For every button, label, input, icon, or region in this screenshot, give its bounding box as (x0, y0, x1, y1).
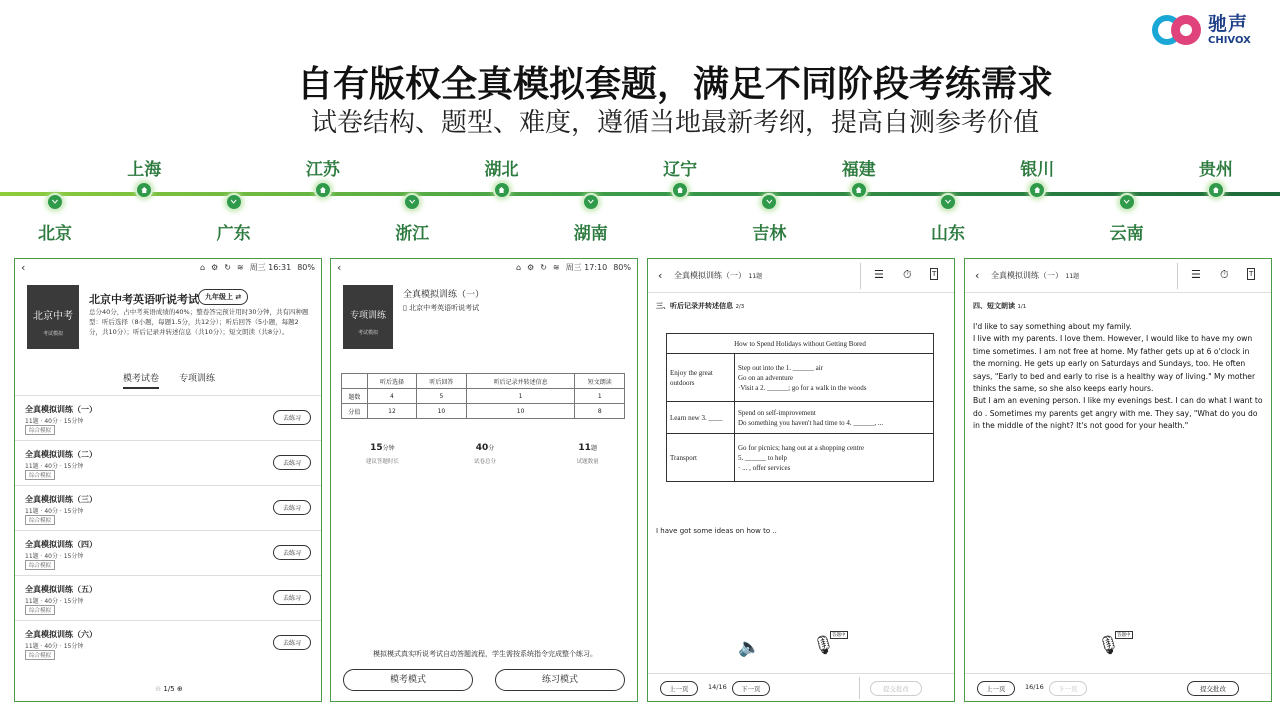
tab-mock-exam[interactable]: 模考试卷 (123, 371, 159, 389)
province-label: 浙江 (395, 224, 430, 244)
exam-stats (331, 443, 638, 465)
settings-icon[interactable]: ⚙ (527, 262, 535, 272)
answer-prompt: I have got some ideas on how to .. (656, 527, 777, 535)
table-row (342, 404, 625, 419)
brand-logo (1152, 14, 1251, 46)
back-icon[interactable]: ‹ (337, 260, 342, 274)
table-cell: 5 (417, 389, 466, 404)
item-tag: 综合模拟 (25, 605, 55, 615)
chevron-down-icon (46, 193, 64, 211)
table-cell: 题数 (342, 389, 368, 404)
brand-en: CHIVOX (1208, 34, 1251, 46)
stat-value: 40 (475, 443, 489, 453)
grade-switch-button[interactable]: 九年级上 ⇄ (198, 289, 248, 305)
practice-button[interactable]: 去练习 (273, 410, 311, 425)
province-label: 上海 (127, 160, 162, 180)
back-icon[interactable]: ‹ (21, 260, 26, 274)
practice-button[interactable]: 去练习 (273, 635, 311, 650)
header-title: 全真模拟训练（一） (674, 271, 746, 280)
stat-unit: 分 (488, 445, 495, 452)
status-time: 周三 17:10 (565, 262, 608, 272)
home-icon (671, 181, 689, 199)
structure-table (341, 373, 625, 419)
cover-title: 专项训练 (349, 311, 386, 321)
logo-icon (1152, 14, 1204, 46)
exam-cover (27, 285, 79, 349)
row-value (735, 402, 934, 434)
exam-cover (343, 285, 393, 349)
font-size-icon[interactable]: T (1249, 270, 1254, 278)
header-title: 全真模拟训练（一） (991, 271, 1063, 280)
item-name: 全真模拟训练（五） (25, 585, 97, 594)
exam-source (403, 303, 479, 313)
table-cell: 12 (367, 404, 416, 419)
home-icon (850, 181, 868, 199)
section-name: 三、听后记录并转述信息 (656, 302, 733, 310)
province-label: 吉林 (752, 224, 787, 244)
chevron-down-icon (939, 193, 957, 211)
page-subtitle: 试卷结构、题型、难度，遵循当地最新考纲，提高自测参考价值 (310, 108, 1039, 138)
microphone-icon[interactable]: 🎙 答题中 (1097, 633, 1131, 656)
passage-paragraph: I live with my parents. I love them. However, I would like to have my own time sometimes. I am not free at home. My father gets up at 6 o'clock in the morning. He gets up early on Saturdays and Sundays, too. He often says, "Early to bed and early to rise is a healthy way of living." My mother thinks the same, so she also keeps early hours. (973, 334, 1256, 394)
stat-item (331, 443, 434, 465)
table-header: 听后选择 (367, 374, 416, 389)
submit-button[interactable]: 提交批改 (870, 681, 922, 696)
battery-level: 80% (297, 262, 315, 272)
item-tag: 综合模拟 (25, 560, 55, 570)
cover-sub: 考试模拟 (357, 330, 378, 336)
table-row (667, 354, 934, 402)
question-count: 11题 (748, 273, 763, 280)
screen-question-reading (964, 258, 1272, 702)
home-icon (135, 181, 153, 199)
prev-page-icon[interactable]: ⊖ (155, 685, 162, 693)
province-label: 贵州 (1198, 160, 1233, 180)
next-button[interactable]: 下一页 (1049, 681, 1087, 696)
stat-value: 11 (578, 443, 591, 453)
home-icon[interactable]: ⌂ (515, 262, 522, 272)
table-header: 听后记录并转述信息 (466, 374, 575, 389)
stat-unit: 题 (590, 445, 597, 452)
list-item (15, 440, 322, 485)
item-meta: 11题 · 40分 · 15分钟 (25, 643, 84, 650)
refresh-icon[interactable]: ↻ (224, 262, 231, 272)
question-footer (965, 673, 1272, 701)
refresh-icon[interactable]: ↻ (540, 262, 547, 272)
province-label: 山东 (931, 224, 965, 244)
practice-mode-button[interactable]: 练习模式 (495, 669, 625, 691)
reading-passage (973, 321, 1263, 433)
table-header: 短文朗读 (575, 374, 625, 389)
timer-icon[interactable]: ⏱ (903, 268, 912, 281)
speaker-icon[interactable]: 🔈 (738, 637, 761, 658)
chevron-down-icon (760, 193, 778, 211)
table-row (667, 402, 934, 434)
status-badge: 答题中 (832, 633, 846, 638)
header-title-group (674, 270, 762, 281)
row-line: Go for picnics; hang out at a shopping centre (738, 443, 864, 452)
table-cell: 1 (575, 389, 625, 404)
list-item (15, 485, 322, 530)
stat-label: 建议答题时长 (365, 459, 399, 465)
battery-level: 80% (613, 262, 631, 272)
item-name: 全真模拟训练（二） (25, 450, 97, 459)
stat-value: 15 (370, 443, 383, 453)
stat-item (536, 443, 638, 465)
exam-source-text: 北京中考英语听说考试 (409, 304, 480, 312)
practice-button[interactable]: 去练习 (273, 590, 311, 605)
screen-exam-list (14, 258, 322, 702)
screen-question-record (647, 258, 955, 702)
question-count: 11题 (1065, 273, 1080, 280)
row-line: Spend on self-improvement (738, 408, 816, 417)
passage-paragraph: I'd like to say something about my family. (973, 322, 1132, 331)
list-item (15, 530, 322, 575)
item-name: 全真模拟训练（三） (25, 495, 97, 504)
status-badge: 答题中 (1117, 633, 1131, 638)
row-line: · ... , offer services (738, 463, 791, 472)
screen-exam-detail (330, 258, 638, 702)
item-tag: 综合模拟 (25, 425, 55, 435)
timer-icon[interactable]: ⏱ (1220, 268, 1229, 281)
province-label: 云南 (1109, 224, 1144, 244)
timeline-line (0, 192, 1280, 196)
section-name: 四、短文朗读 (973, 302, 1015, 310)
page-indicator: 1/5 (163, 685, 175, 693)
status-bar (331, 259, 637, 275)
page-indicator: 14/16 (708, 683, 727, 691)
item-meta: 11题 · 40分 · 15分钟 (25, 508, 84, 515)
item-tag: 综合模拟 (25, 470, 55, 480)
table-cell: 1 (466, 389, 575, 404)
table-cell: 10 (417, 404, 466, 419)
row-line: 5. ______ to help (738, 453, 787, 462)
microphone-icon[interactable]: 🎙 答题中 (812, 633, 846, 656)
page-title: 自有版权全真模拟套题，满足不同阶段考练需求 (296, 64, 1053, 105)
prev-button[interactable]: 上一页 (977, 681, 1015, 696)
practice-button[interactable]: 去练习 (273, 545, 311, 560)
submit-button[interactable]: 提交批改 (1187, 681, 1239, 696)
list-item (15, 575, 322, 620)
section-title (656, 301, 744, 311)
header-title-group (991, 270, 1079, 281)
info-table (666, 333, 934, 482)
brand-cn: 驰声 (1208, 12, 1249, 35)
item-name: 全真模拟训练（四） (25, 540, 97, 549)
province-label: 湖北 (484, 160, 519, 180)
home-icon (1028, 181, 1046, 199)
back-icon[interactable]: ‹ (658, 269, 663, 282)
list-item (15, 395, 322, 440)
exam-heading: 北京中考英语听说考试 (89, 293, 199, 306)
stat-label: 试卷总分 (474, 459, 497, 465)
list-icon[interactable]: ☰ (874, 268, 884, 281)
table-cell: 10 (466, 404, 575, 419)
practice-button[interactable]: 去练习 (273, 455, 311, 470)
document-icon: ▯ (403, 304, 407, 312)
exam-description: 总分40分，占中考英语成绩的40%；整卷答完预计用时30分钟，共有四种题型：听后选择（8小题，每题1.5分，共12分）；听后回答（5小题，每题2分，共10分）；听后记录并转述信息（共10分）；短文朗读（共8分）。 (89, 308, 309, 336)
wifi-icon: ≋ (552, 262, 560, 272)
province-label: 江苏 (305, 160, 340, 180)
province-label: 银川 (1020, 160, 1055, 180)
home-icon (314, 181, 332, 199)
row-value (735, 354, 934, 402)
stat-label: 试题数量 (576, 459, 599, 465)
chevron-down-icon (225, 193, 243, 211)
province-label: 辽宁 (663, 160, 698, 180)
next-button[interactable]: 下一页 (732, 681, 770, 696)
row-line: Go on an adventure (738, 373, 794, 382)
province-label: 湖南 (573, 224, 608, 244)
chevron-down-icon (403, 193, 421, 211)
settings-icon[interactable]: ⚙ (211, 262, 219, 272)
home-icon[interactable]: ⌂ (199, 262, 206, 272)
exam-title: 全真模拟训练（一） (403, 290, 485, 300)
table-header: 听后回答 (417, 374, 466, 389)
section-progress: 1/1 (1017, 304, 1027, 310)
table-cell: 4 (367, 389, 416, 404)
row-line: Step out into the 1. ______ air (738, 363, 823, 372)
row-key: Learn new 3. ____ (667, 402, 735, 434)
pagination (15, 685, 322, 693)
item-meta: 11题 · 40分 · 15分钟 (25, 598, 84, 605)
item-meta: 11题 · 40分 · 15分钟 (25, 553, 84, 560)
home-icon (1207, 181, 1225, 199)
table-title: How to Spend Holidays without Getting Bored (667, 334, 934, 354)
status-bar (15, 259, 321, 275)
list-item (15, 620, 322, 665)
chevron-down-icon (1118, 193, 1136, 211)
province-label: 广东 (216, 224, 251, 244)
item-name: 全真模拟训练（一） (25, 405, 97, 414)
status-time: 周三 16:31 (249, 262, 292, 272)
item-tag: 综合模拟 (25, 515, 55, 525)
province-label: 福建 (841, 160, 876, 180)
exam-mode-button[interactable]: 模考模式 (343, 669, 473, 691)
section-progress: 2/3 (735, 304, 745, 310)
item-meta: 11题 · 40分 · 15分钟 (25, 418, 84, 425)
table-cell: 8 (575, 404, 625, 419)
row-line: ·Visit a 2. ______; go for a walk in the woods (738, 383, 867, 392)
stat-item (434, 443, 537, 465)
page-indicator: 16/16 (1025, 683, 1044, 691)
practice-button[interactable]: 去练习 (273, 500, 311, 515)
passage-paragraph: But I am an evening person. I like my evenings best. I can do what I want to do . Sometimes my parents get angry with me. They say, "What do you do in the middle of the night? It's not good for your health." (973, 396, 1263, 431)
question-footer (648, 673, 955, 701)
stat-unit: 分钟 (382, 445, 395, 452)
chevron-down-icon (582, 193, 600, 211)
font-size-icon[interactable]: T (932, 270, 937, 278)
prev-button[interactable]: 上一页 (660, 681, 698, 696)
table-row (342, 389, 625, 404)
section-title (973, 301, 1026, 311)
cover-sub: 考试模拟 (42, 331, 63, 337)
table-header (342, 374, 368, 389)
question-header (648, 259, 955, 293)
question-header (965, 259, 1272, 293)
table-row (667, 434, 934, 482)
item-tag: 综合模拟 (25, 650, 55, 660)
next-page-icon[interactable]: ⊕ (176, 685, 183, 693)
wifi-icon: ≋ (236, 262, 244, 272)
list-icon[interactable]: ☰ (1191, 268, 1201, 281)
back-icon[interactable]: ‹ (975, 269, 980, 282)
row-value (735, 434, 934, 482)
cover-title: 北京中考 (33, 311, 73, 322)
tab-special-training[interactable]: 专项训练 (179, 374, 216, 384)
table-cell: 分值 (342, 404, 368, 419)
home-icon (493, 181, 511, 199)
row-line: Do something you haven't had time to 4. ______, ... (738, 418, 884, 427)
province-label: 北京 (38, 224, 72, 244)
mode-note: 模拟模式真实听说考试自动答题流程，学生需按系统指令完成整个练习。 (373, 650, 597, 658)
item-name: 全真模拟训练（六） (25, 630, 97, 639)
row-key: Enjoy the great outdoors (667, 354, 735, 402)
item-meta: 11题 · 40分 · 15分钟 (25, 463, 84, 470)
row-key: Transport (667, 434, 735, 482)
